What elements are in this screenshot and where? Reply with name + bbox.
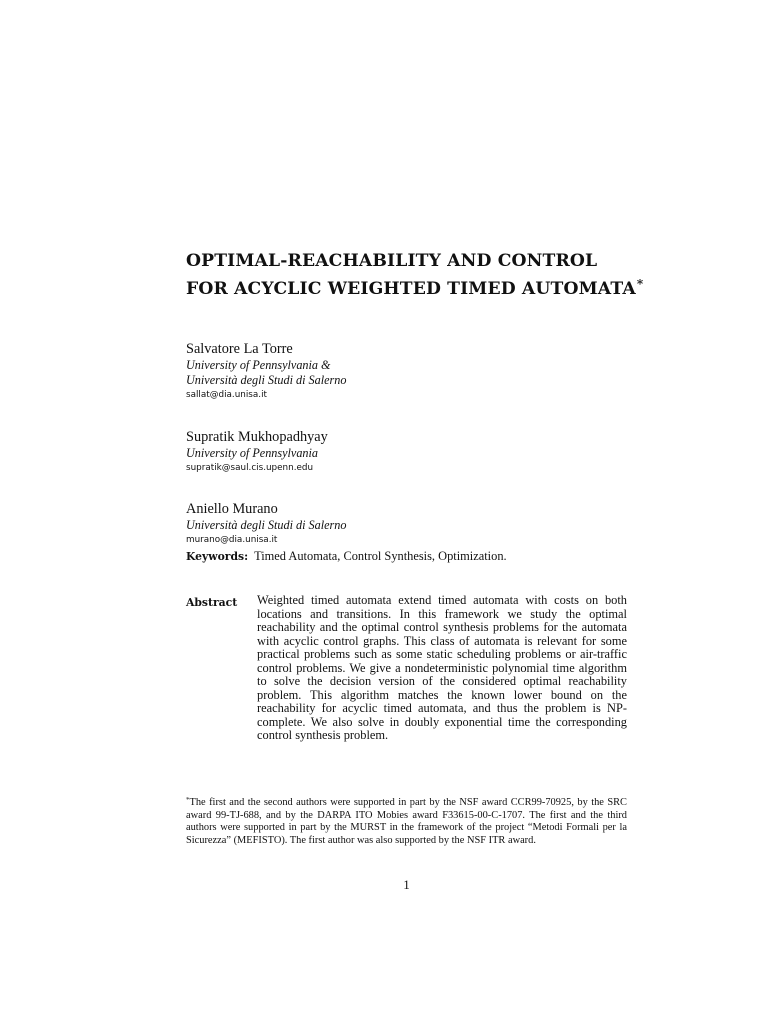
author-affiliation: Università degli Studi di Salerno bbox=[186, 373, 347, 387]
abstract-text: Weighted timed automata extend timed automata with costs on both locations and transitions. In this framework we study the optimal reachability and the optimal control synthesis problems for the automata with acyclic control graphs. This class of automata is relevant for some practical problems such as some static scheduling problems or air-traffic control problems. We give a nondeterministic polynomial time algorithm to solve the decision version of the considered optimal reachability problem. This algorithm matches the known lower bound on the reachability for acyclic timed automata, and thus the problem is NP-complete. We also solve in doubly exponential time the corresponding control synthesis problem. bbox=[257, 593, 627, 742]
title-line-2-text: FOR ACYCLIC WEIGHTED TIMED AUTOMATA bbox=[186, 279, 636, 299]
author-block-2 bbox=[186, 428, 626, 475]
keywords-label: Keywords: bbox=[186, 550, 249, 563]
title-line-1: OPTIMAL-REACHABILITY AND CONTROL bbox=[186, 251, 598, 271]
author-email: sallat@dia.unisa.it bbox=[186, 390, 267, 400]
paper-title bbox=[186, 250, 726, 301]
title-line-2 bbox=[186, 273, 726, 301]
keywords-text: Timed Automata, Control Synthesis, Optimization. bbox=[254, 549, 507, 563]
footnote bbox=[186, 794, 627, 848]
footnote-mark: * bbox=[186, 796, 190, 804]
author-name: Aniello Murano bbox=[186, 501, 278, 517]
author-email: supratik@saul.cis.upenn.edu bbox=[186, 463, 314, 473]
footnote-text: The first and the second authors were supported in part by the NSF award CCR99-70925, by the SRC award 99-TJ-688, and by the DARPA ITO Mobies award F33615-00-C-1707. The first and the third authors were supported in part by the MURST in the framework of the project “Metodi Formali per la Sicurezza” (MEFISTO). The first author was also supported by the NSF ITR award. bbox=[186, 797, 627, 847]
author-name: Salvatore La Torre bbox=[186, 341, 293, 357]
abstract-label: Abstract bbox=[186, 596, 238, 609]
author-affiliation: University of Pennsylvania & bbox=[186, 358, 331, 372]
author-name: Supratik Mukhopadhyay bbox=[186, 429, 328, 445]
author-affiliation: University of Pennsylvania bbox=[186, 446, 318, 460]
author-email: murano@dia.unisa.it bbox=[186, 535, 278, 545]
page-number: 1 bbox=[403, 877, 410, 892]
author-block-1 bbox=[186, 340, 626, 402]
author-block-3 bbox=[186, 500, 626, 547]
keywords-line bbox=[186, 549, 626, 564]
title-footnote-mark: * bbox=[636, 277, 644, 291]
author-affiliation: Università degli Studi di Salerno bbox=[186, 518, 347, 532]
